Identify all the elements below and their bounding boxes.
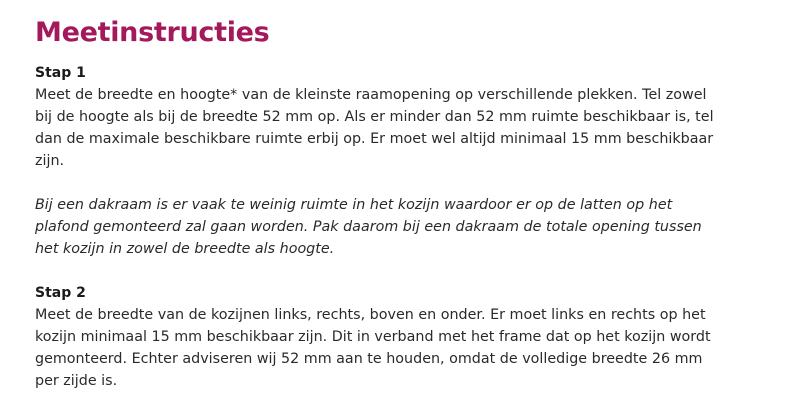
section-spacer [35,260,755,282]
step-2-text: Meet de breedte van de kozijnen links, rechts, boven en onder. Er moet links en rechts op het kozijn minimaal 15 mm beschikbaar zijn. Dit in verband met het frame dat op het kozijn wordt gemonteerd. Echter adviseren wij 52 mm aan te houden, omdat de volledige breedte 26 mm per zijde is. [35,307,711,389]
step-1-text: Meet de breedte en hoogte* van de kleinste raamopening op verschillende plekken. Tel zowel bij de hoogte als bij de breedte 52 mm op. Als er minder dan 52 mm ruimte beschikbaar is, tel dan de maximale beschikbare ruimte erbij op. Er moet wel altijd minimaal 15 mm beschikbaar zijn. [35,87,714,169]
step-1-section [35,62,755,260]
step-1-heading: Stap 1 [35,65,86,81]
page-title: Meetinstructies [35,17,270,48]
step-2-section [35,282,755,392]
measuring-instructions [35,14,755,392]
paragraph-spacer [35,172,755,194]
step-2-heading: Stap 2 [35,285,86,301]
step-1-roof-window-note: Bij een dakraam is er vaak te weinig ruimte in het kozijn waardoor er op de latten op het plafond gemonteerd zal gaan worden. Pak daarom bij een dakraam de totale opening tussen het kozijn in zowel de breedte als hoogte. [35,197,702,257]
